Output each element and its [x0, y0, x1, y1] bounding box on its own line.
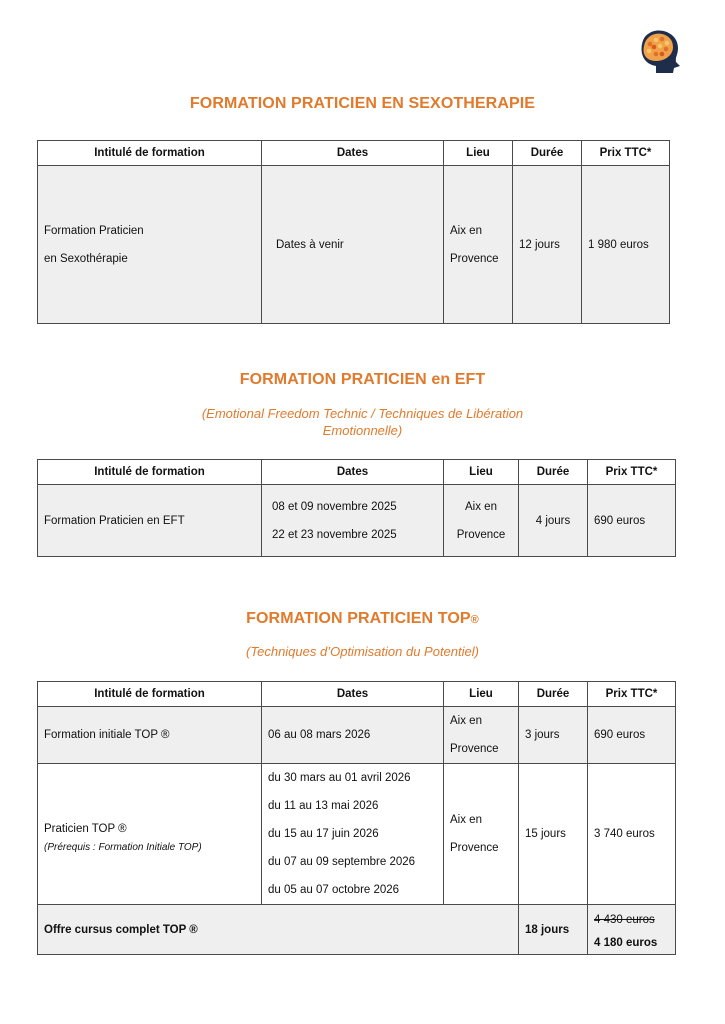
header-intitule: Intitulé de formation	[38, 460, 262, 485]
date-line: du 07 au 09 septembre 2026	[268, 856, 416, 868]
table-row	[38, 485, 676, 557]
name-line: Praticien TOP ®	[44, 822, 127, 835]
prerequisite-note: (Prérequis : Formation Initiale TOP)	[44, 841, 202, 853]
new-price: 4 180 euros	[594, 936, 658, 949]
header-intitule: Intitulé de formation	[38, 682, 262, 707]
eft-table	[37, 459, 676, 557]
offer-name: Offre cursus complet TOP ®	[38, 905, 519, 955]
name-line: en Sexothérapie	[44, 252, 128, 265]
header-duree: Durée	[513, 141, 582, 166]
header-intitule: Intitulé de formation	[38, 141, 262, 166]
date-line: du 05 au 07 octobre 2026	[268, 884, 400, 896]
header-lieu: Lieu	[444, 682, 519, 707]
section2-subtitle	[0, 405, 725, 439]
name-line: Formation Praticien	[44, 224, 144, 237]
formation-prix: 690 euros	[588, 707, 676, 764]
offer-row	[38, 905, 676, 955]
section3-title	[0, 610, 725, 628]
header-duree: Durée	[519, 460, 588, 485]
formation-duree: 4 jours	[519, 485, 588, 557]
formation-dates: 06 au 08 mars 2026	[262, 707, 444, 764]
brain-head-logo-icon	[636, 28, 682, 74]
section3-subtitle: (Techniques d’Optimisation du Potentiel)	[246, 644, 479, 659]
lieu-line: Aix en	[450, 715, 482, 727]
formation-lieu	[444, 707, 519, 764]
top-table	[37, 681, 676, 955]
old-price: 4 430 euros	[594, 913, 655, 926]
subtitle-line: Emotionnelle)	[322, 423, 403, 438]
header-dates: Dates	[262, 141, 444, 166]
formation-lieu	[444, 166, 513, 324]
table-header-row	[38, 682, 676, 707]
lieu-line: Provence	[456, 528, 506, 541]
formation-lieu	[444, 485, 519, 557]
formation-prix: 690 euros	[588, 485, 676, 557]
header-duree: Durée	[519, 682, 588, 707]
header-prix: Prix TTC*	[582, 141, 670, 166]
header-prix: Prix TTC*	[588, 460, 676, 485]
date-line: du 30 mars au 01 avril 2026	[268, 772, 411, 784]
table-row	[38, 764, 676, 905]
lieu-line: Aix en	[450, 814, 482, 826]
offer-duree: 18 jours	[519, 905, 588, 955]
subtitle-line: (Emotional Freedom Technic / Techniques de Libération	[201, 406, 524, 421]
header-dates: Dates	[262, 460, 444, 485]
formation-dates	[262, 764, 444, 905]
sexotherapie-table	[37, 140, 670, 324]
registered-mark: ®	[470, 614, 479, 626]
date-line: du 15 au 17 juin 2026	[268, 828, 379, 840]
header-lieu: Lieu	[444, 141, 513, 166]
header-lieu: Lieu	[444, 460, 519, 485]
formation-name: Formation Praticien en EFT	[38, 485, 262, 557]
table-row	[38, 707, 676, 764]
lieu-line: Provence	[450, 743, 499, 755]
section1-title: FORMATION PRATICIEN EN SEXOTHERAPIE	[189, 95, 536, 112]
formation-duree: 15 jours	[519, 764, 588, 905]
lieu-line: Aix en	[465, 500, 497, 513]
table-row	[38, 166, 670, 324]
lieu-line: Aix en	[450, 224, 482, 237]
formation-dates: Dates à venir	[262, 166, 444, 324]
section2-title: FORMATION PRATICIEN en EFT	[239, 371, 486, 388]
header-prix: Prix TTC*	[588, 682, 676, 707]
formation-name	[38, 764, 262, 905]
offer-prix	[588, 905, 676, 955]
table-header-row	[38, 460, 676, 485]
lieu-line: Provence	[450, 252, 499, 265]
date-line: 08 et 09 novembre 2025	[272, 500, 397, 513]
formation-duree: 12 jours	[513, 166, 582, 324]
formation-prix: 1 980 euros	[582, 166, 670, 324]
formation-name	[38, 166, 262, 324]
formation-prix: 3 740 euros	[588, 764, 676, 905]
formation-name: Formation initiale TOP ®	[38, 707, 262, 764]
header-dates: Dates	[262, 682, 444, 707]
title-text: FORMATION PRATICIEN TOP	[246, 610, 471, 627]
table-header-row	[38, 141, 670, 166]
lieu-line: Provence	[450, 842, 499, 854]
formation-dates	[262, 485, 444, 557]
date-line: du 11 au 13 mai 2026	[268, 800, 379, 812]
formation-duree: 3 jours	[519, 707, 588, 764]
formation-lieu	[444, 764, 519, 905]
date-line: 22 et 23 novembre 2025	[272, 528, 397, 541]
